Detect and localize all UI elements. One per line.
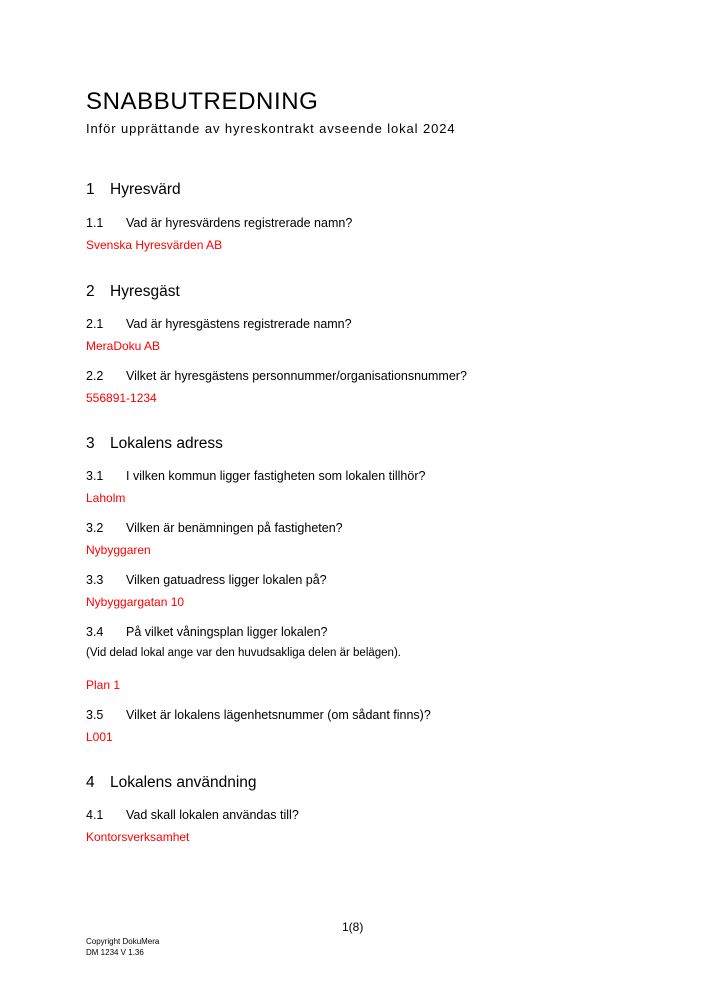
answer-3-2: Nybyggaren bbox=[86, 543, 151, 557]
question-text: Vilken gatuadress ligger lokalen på? bbox=[126, 573, 327, 587]
section-heading-lokalens-adress bbox=[86, 435, 223, 453]
answer-1-1: Svenska Hyresvärden AB bbox=[86, 238, 223, 252]
answer-3-3: Nybyggargatan 10 bbox=[86, 595, 185, 609]
question-text: Vad skall lokalen användas till? bbox=[126, 808, 299, 822]
section-number: 1 bbox=[86, 181, 95, 198]
answer-3-1: Laholm bbox=[86, 491, 126, 505]
footer-copyright: Copyright DokuMera bbox=[86, 937, 160, 946]
answer-2-1: MeraDoku AB bbox=[86, 339, 161, 353]
question-2-2 bbox=[86, 369, 467, 383]
footer-version: DM 1234 V 1.36 bbox=[86, 948, 144, 957]
question-number: 4.1 bbox=[86, 808, 104, 822]
section-heading-hyresvard bbox=[86, 181, 181, 199]
question-3-1 bbox=[86, 469, 425, 483]
section-number: 2 bbox=[86, 283, 95, 300]
section-heading-hyresgast bbox=[86, 283, 180, 301]
answer-2-2: 556891-1234 bbox=[86, 391, 157, 405]
question-number: 1.1 bbox=[86, 216, 104, 230]
question-4-1 bbox=[86, 808, 299, 822]
question-number: 2.1 bbox=[86, 317, 104, 331]
question-3-4 bbox=[86, 625, 328, 639]
question-text: Vilket är lokalens lägenhetsnummer (om sådant finns)? bbox=[126, 708, 431, 722]
question-text: I vilken kommun ligger fastigheten som lokalen tillhör? bbox=[126, 469, 426, 483]
section-title: Hyresvärd bbox=[110, 181, 181, 198]
question-number: 3.4 bbox=[86, 625, 104, 639]
document-subtitle: Inför upprättande av hyreskontrakt avseende lokal 2024 bbox=[86, 121, 456, 136]
question-2-1 bbox=[86, 317, 352, 331]
question-number: 3.2 bbox=[86, 521, 104, 535]
section-title: Lokalens användning bbox=[110, 774, 257, 791]
section-title: Hyresgäst bbox=[110, 283, 180, 300]
question-number: 3.1 bbox=[86, 469, 104, 483]
question-text: På vilket våningsplan ligger lokalen? bbox=[126, 625, 328, 639]
section-title: Lokalens adress bbox=[110, 435, 223, 452]
section-number: 3 bbox=[86, 435, 95, 452]
question-note-3-4: (Vid delad lokal ange var den huvudsakliga delen är belägen). bbox=[86, 647, 401, 659]
answer-3-4: Plan 1 bbox=[86, 678, 121, 692]
question-number: 3.3 bbox=[86, 573, 104, 587]
question-text: Vad är hyresvärdens registrerade namn? bbox=[126, 216, 353, 230]
question-text: Vilken är benämningen på fastigheten? bbox=[126, 521, 343, 535]
section-number: 4 bbox=[86, 774, 95, 791]
question-3-5 bbox=[86, 708, 431, 722]
question-number: 2.2 bbox=[86, 369, 104, 383]
question-text: Vad är hyresgästens registrerade namn? bbox=[126, 317, 352, 331]
question-3-2 bbox=[86, 521, 343, 535]
page-number: 1(8) bbox=[342, 920, 364, 934]
document-title: SNABBUTREDNING bbox=[86, 88, 319, 115]
answer-4-1: Kontorsverksamhet bbox=[86, 830, 190, 844]
answer-3-5: L001 bbox=[86, 730, 113, 744]
question-number: 3.5 bbox=[86, 708, 104, 722]
question-1-1 bbox=[86, 216, 352, 230]
question-text: Vilket är hyresgästens personnummer/organisationsnummer? bbox=[126, 369, 467, 383]
question-3-3 bbox=[86, 573, 327, 587]
section-heading-lokalens-anvandning bbox=[86, 774, 257, 792]
